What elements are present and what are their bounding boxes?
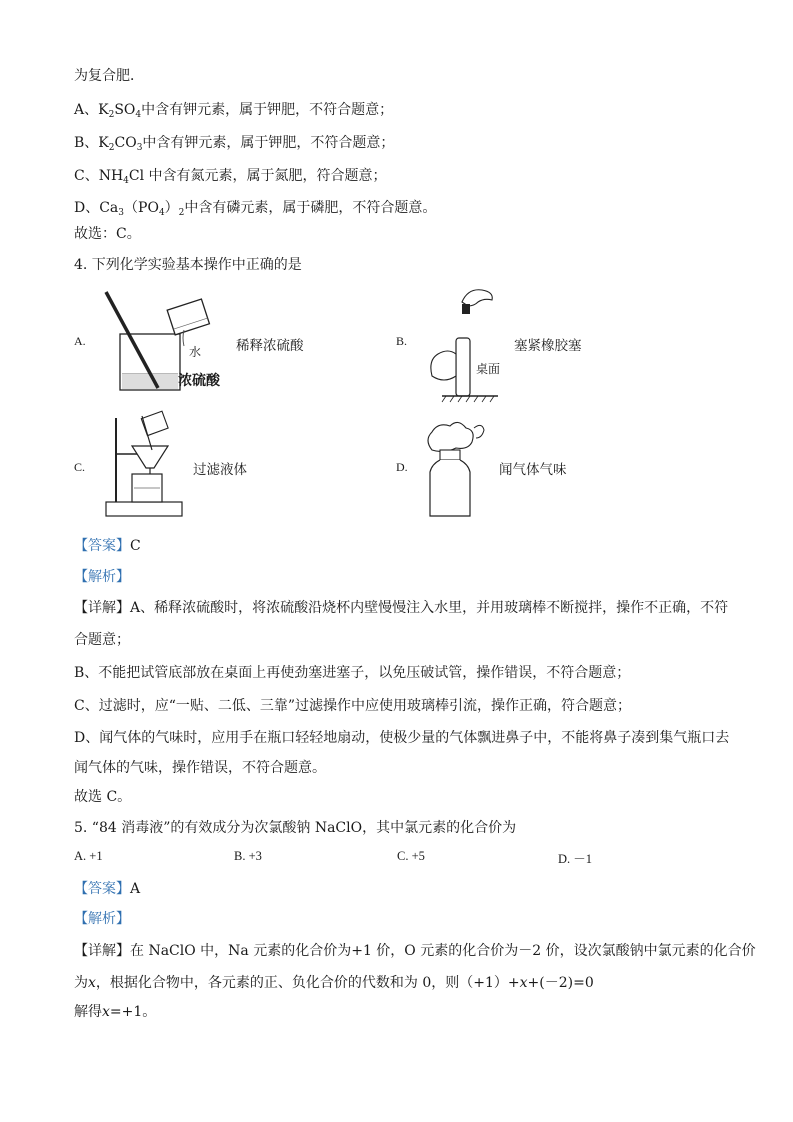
detail-tag: 【详解】: [74, 600, 130, 616]
option-d-explanation: D、$Ca_3(PO_4)_2$中含有磷元素，属于磷肥，不符合题意。: [74, 200, 437, 218]
fig-a-caption: 稀释浓硫酸: [236, 338, 304, 354]
q3-conclusion: 故选：C。: [74, 226, 141, 242]
q4-detail-c: C、过滤时，应“一贴、二低、三靠”过滤操作中应使用玻璃棒引流，操作正确，符合题意；: [74, 698, 632, 714]
q4-analysis-tag: 【解析】: [74, 569, 130, 585]
q4-stem: 4. 下列化学实验基本操作中正确的是: [74, 257, 302, 273]
diagram-smell-gas: [420, 416, 500, 522]
fig-a-acid-label: 浓硫酸: [178, 373, 220, 389]
answer-tag: 【答案】: [74, 881, 130, 897]
option-b-explanation: B、$K_2CO_3$中含有钾元素，属于钾肥，不符合题意；: [74, 135, 395, 153]
q5-answer: 【答案】A: [74, 881, 141, 897]
q5-option-c: C. +5: [397, 849, 425, 863]
q4-detail-a-cont: 合题意；: [74, 632, 130, 648]
option-c-explanation: C、$NH_4Cl$ 中含有氮元素，属于氮肥，符合题意；: [74, 168, 387, 186]
q4-detail-d-cont: 闻气体的气味，操作错误，不符合题意。: [74, 760, 326, 776]
option-a-explanation: A、$K_2SO_4$中含有钾元素，属于钾肥，不符合题意；: [74, 102, 394, 120]
diagram-filtration: [96, 408, 196, 522]
q4-detail-a: 【详解】A、稀释浓硫酸时，将浓硫酸沿烧杯内壁慢慢注入水里，并用玻璃棒不断搅拌，操作不正确，不符: [74, 600, 729, 616]
q4-detail-b: B、不能把试管底部放在桌面上再使劲塞进塞子，以免压破试管，操作错误，不符合题意；: [74, 665, 631, 681]
q5-detail-1: 【详解】在 NaClO 中，Na 元素的化合价为+1 价，O 元素的化合价为－2 价，设次氯酸钠中氯元素的化合价: [74, 943, 756, 959]
q5-option-d: D. －1: [558, 852, 593, 866]
q5-option-b: B. +3: [234, 849, 262, 863]
fig-a-label: A.: [74, 334, 86, 348]
q5-stem: 5. “84 消毒液”的有效成分为次氯酸钠 NaClO，其中氯元素的化合价为: [74, 820, 517, 836]
detail-tag: 【详解】: [74, 943, 130, 959]
q4-conclusion: 故选 C。: [74, 789, 132, 805]
q4-detail-d: D、闻气体的气味时，应用手在瓶口轻轻地扇动，使极少量的气体飘进鼻子中，不能将鼻子凑到集气瓶口去: [74, 730, 730, 746]
q5-analysis-tag: 【解析】: [74, 911, 130, 927]
fig-d-caption: 闻气体气味: [499, 462, 567, 478]
fig-d-label: D.: [396, 460, 408, 474]
fig-a-water-label: 水: [189, 345, 202, 359]
answer-tag: 【答案】: [74, 538, 130, 554]
q5-option-a: A. +1: [74, 849, 103, 863]
q4-answer: 【答案】C: [74, 538, 141, 554]
q5-detail-2: 为x，根据化合物中，各元素的正、负化合价的代数和为 0，则（+1）+x+(－2)=0: [74, 975, 594, 991]
fig-b-caption: 塞紧橡胶塞: [514, 338, 582, 354]
fig-c-caption: 过滤液体: [193, 462, 247, 478]
q5-solution: 解得x=+1。: [74, 1004, 157, 1020]
fig-c-label: C.: [74, 460, 86, 474]
diagram-insert-stopper: [418, 284, 518, 408]
text-line: 为复合肥．: [74, 68, 144, 84]
fig-b-desk-label: 桌面: [476, 362, 501, 376]
fig-b-label: B.: [396, 334, 408, 348]
